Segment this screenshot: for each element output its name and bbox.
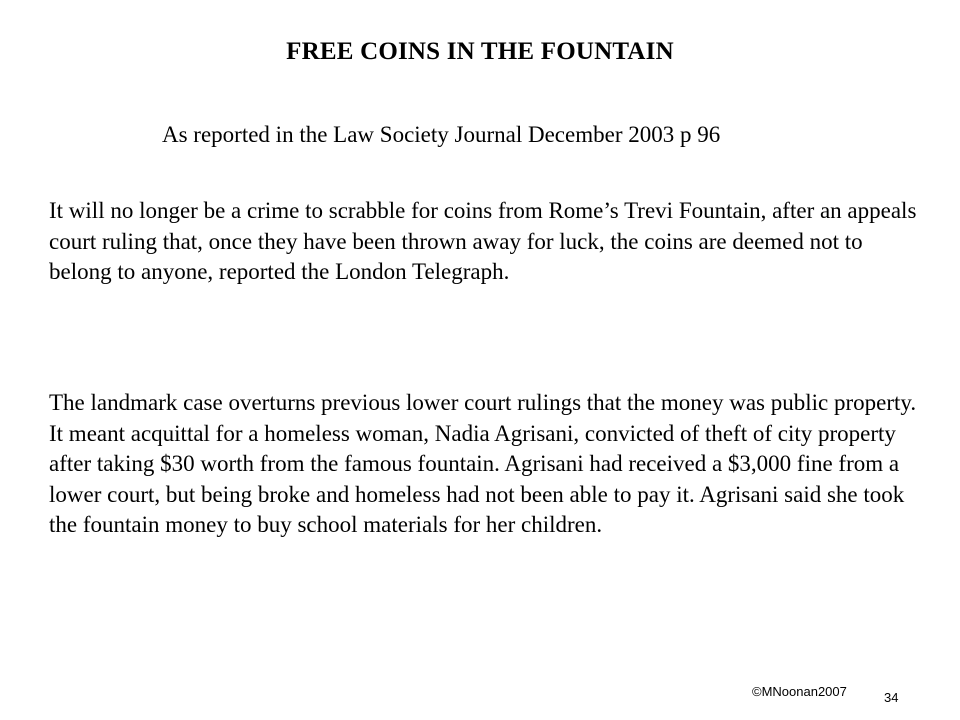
paragraph-2: The landmark case overturns previous lower court rulings that the money was public property. It meant acquittal for a homeless woman, Nadia Agrisani, convicted of theft of city property after taking $30 worth from the famous fountain. Agrisani had received a $3,000 fine from a lower court, but being broke and homeless had not been able to pay it. Agrisani said she took the fountain money to buy school materials for her children. — [49, 390, 917, 537]
slide-title: FREE COINS IN THE FOUNTAIN — [286, 38, 674, 65]
copyright-notice: ©MNoonan2007 — [752, 684, 847, 699]
source-citation: As reported in the Law Society Journal December 2003 p 96 — [162, 122, 721, 147]
page-number: 34 — [884, 690, 899, 705]
paragraph-1: It will no longer be a crime to scrabble for coins from Rome’s Trevi Fountain, after an appeals court ruling that, once they have been thrown away for luck, the coins are deemed not to belong to anyone, reported the London Telegraph. — [49, 198, 917, 284]
